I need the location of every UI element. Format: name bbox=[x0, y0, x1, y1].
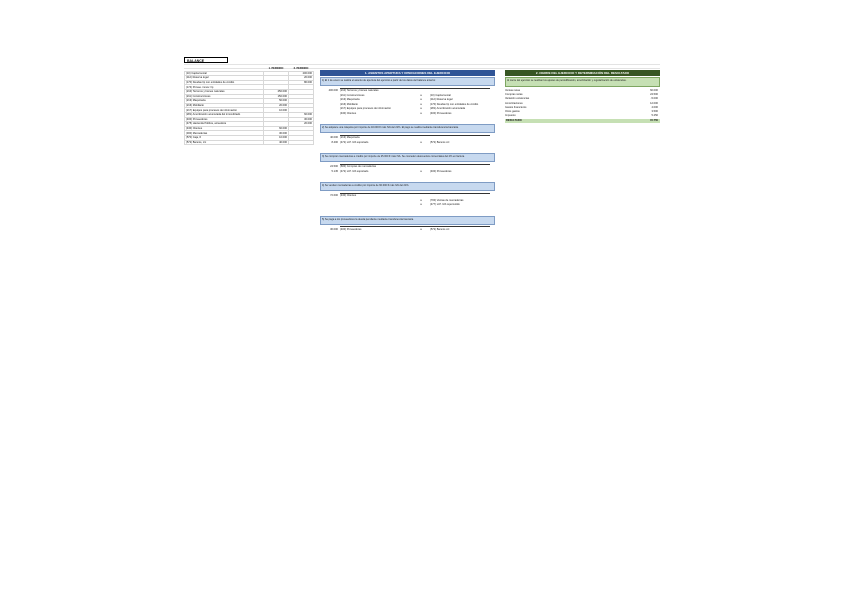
balance-col-header: 1. PERIODO bbox=[268, 67, 284, 71]
entry-note: (112) Reserva legal bbox=[430, 98, 453, 101]
balance-cell-name[interactable]: (400) Proveedores bbox=[185, 117, 264, 122]
entry-debe: 72.600 bbox=[330, 194, 338, 197]
balance-cell-v2[interactable]: 20.000 bbox=[289, 76, 314, 81]
entry-separator-line bbox=[340, 88, 490, 89]
balance-table bbox=[184, 67, 314, 145]
entry-haber: a bbox=[420, 111, 422, 115]
summary-label: Variación existencias bbox=[505, 97, 530, 101]
summary-value: 24.500 bbox=[650, 93, 658, 97]
result-row bbox=[505, 119, 660, 123]
closing-intro: Al cierre del ejercicio se realizan los ajustes de periodificación, amortización y regularización de existencias. bbox=[505, 77, 660, 87]
entry-haber: a bbox=[420, 198, 422, 202]
balance-cell-v2[interactable]: 80.000 bbox=[289, 80, 314, 85]
balance-cell-v1[interactable]: 40.000 bbox=[264, 140, 289, 145]
entry-note: (700) Ventas de mercaderías bbox=[430, 198, 464, 202]
balance-cell-name[interactable]: (216) Mobiliario bbox=[185, 103, 264, 108]
summary-label: Compras netas bbox=[505, 93, 523, 97]
sheet-tab-label[interactable]: BALANCE bbox=[184, 57, 228, 63]
entry-statement: 4) Se venden mercaderías a crédito por importe de 60.000 € más IVA del 21%. bbox=[320, 182, 495, 191]
journal-entries-column bbox=[320, 77, 495, 557]
entry-haber: a bbox=[420, 107, 422, 110]
entry-debe: 8.400 bbox=[331, 140, 338, 144]
balance-cell-v2[interactable]: 20.000 bbox=[289, 122, 314, 127]
entry-note: (400) Proveedores bbox=[430, 169, 452, 173]
entry-account: (213) Maquinaria bbox=[340, 98, 360, 101]
entry-note: (281) Amortización acumulada bbox=[430, 107, 466, 110]
balance-cell-name[interactable]: (211) Construcciones bbox=[185, 94, 264, 99]
entry-haber: a bbox=[420, 93, 422, 97]
entry-debe: 30.000 bbox=[330, 227, 338, 231]
entry-note: (572) Bancos c/c bbox=[430, 227, 450, 231]
entry-debe: 40.000 bbox=[330, 136, 338, 139]
balance-cell-v1[interactable]: 10.000 bbox=[264, 108, 289, 113]
entry-haber: a bbox=[420, 203, 422, 206]
balance-cell-name[interactable]: (112) Reserva legal bbox=[185, 76, 264, 81]
entry-debe: 5.145 bbox=[331, 169, 338, 173]
entry-account: (216) Mobiliario bbox=[340, 102, 358, 106]
entry-debe: 24.500 bbox=[330, 165, 338, 168]
entry-debe: 400.000 bbox=[328, 89, 338, 92]
entry-account: (472) H.P. IVA soportado bbox=[340, 140, 369, 144]
entry-separator-line bbox=[340, 226, 490, 227]
entry-account: (210) Terrenos y bienes naturales bbox=[340, 89, 379, 92]
entry-statement: 3) Se compran mercaderías a crédito por importe de 25.000 € más IVA. Se conceden descuentos comerciales del 2% en factura. bbox=[320, 153, 495, 162]
summary-label: Ventas netas bbox=[505, 89, 520, 92]
entry-account: (430) Clientes bbox=[340, 111, 357, 115]
balance-cell-v2[interactable]: 60.000 bbox=[289, 112, 314, 117]
balance-cell-name[interactable]: (217) Equipos para procesos de información bbox=[185, 108, 264, 113]
entry-haber: a bbox=[420, 169, 422, 173]
entry-note: (10) Capital social bbox=[430, 93, 451, 97]
balance-cell-name[interactable]: (475) Hacienda Pública, acreedora bbox=[185, 122, 264, 127]
balance-cell-v1[interactable]: 30.000 bbox=[264, 131, 289, 136]
entry-haber: a bbox=[420, 98, 422, 101]
balance-cell-name[interactable]: (174) Provee. inmov. l/p bbox=[185, 85, 264, 90]
summary-value: 4.000 bbox=[651, 105, 658, 109]
balance-cell-v1[interactable]: 60.000 bbox=[264, 126, 289, 131]
entry-account: (430) Clientes bbox=[340, 194, 357, 197]
balance-cell-v2[interactable]: 200.000 bbox=[289, 71, 314, 76]
section-middle-header: 1. ASIENTOS APERTURA Y OPERACIONES DEL EJERCICIO bbox=[320, 70, 495, 76]
balance-cell-v1[interactable]: 10.000 bbox=[264, 135, 289, 140]
entry-account: (472) H.P. IVA soportado bbox=[340, 169, 369, 173]
entry-haber: a bbox=[420, 227, 422, 231]
summary-value: -5.000 bbox=[650, 97, 658, 101]
entry-separator-line bbox=[340, 164, 490, 165]
entry-account: (217) Equipos para procesos de información bbox=[340, 107, 392, 110]
entry-haber: a bbox=[420, 102, 422, 106]
entry-separator-line bbox=[340, 193, 490, 194]
entry-separator-line bbox=[340, 135, 490, 136]
balance-cell-name[interactable]: (10) Capital social bbox=[185, 71, 264, 76]
balance-cell-name[interactable]: (572) Bancos, c/c bbox=[185, 140, 264, 145]
result-label: RESULTADO bbox=[506, 119, 522, 123]
balance-col-header: 2. PERIODO bbox=[293, 67, 309, 71]
entry-statement: 2) Se adquiere una máquina por importe de 40.000 € más IVA del 21%. El pago se realiza mediante transferencia bancaria. bbox=[320, 124, 495, 133]
summary-value: 12.000 bbox=[650, 101, 658, 105]
balance-cell-v1[interactable]: 150.000 bbox=[264, 94, 289, 99]
closing-column bbox=[505, 77, 660, 317]
entry-account: (600) Compras de mercaderías bbox=[340, 165, 377, 168]
balance-cell-name[interactable]: (281) Amortización acumulada del inmovilizado bbox=[185, 112, 264, 117]
summary-value: 3.500 bbox=[651, 110, 658, 113]
entry-note: (400) Proveedores bbox=[430, 111, 452, 115]
balance-cell-name[interactable]: (430) Clientes bbox=[185, 126, 264, 131]
entry-account: (213) Maquinaria bbox=[340, 136, 360, 139]
balance-cell-name[interactable]: (570) Caja, € bbox=[185, 135, 264, 140]
balance-cell-v2[interactable]: 30.000 bbox=[289, 117, 314, 122]
balance-cell-v1[interactable]: 20.000 bbox=[264, 103, 289, 108]
entry-note: (477) H.P. IVA repercutido bbox=[430, 203, 460, 206]
entry-note: (572) Bancos c/c bbox=[430, 140, 450, 144]
balance-cell-v2[interactable] bbox=[289, 140, 314, 145]
balance-cell-name[interactable]: (213) Maquinaria bbox=[185, 99, 264, 104]
entry-statement: 1) El 1 de enero se realiza el asiento de apertura del ejercicio a partir de los datos del balance anterior. bbox=[320, 77, 495, 86]
entry-account: (400) Proveedores bbox=[340, 227, 362, 231]
summary-label: Gastos financieros bbox=[505, 105, 527, 109]
summary-label: Otros gastos bbox=[505, 110, 520, 113]
entry-haber: a bbox=[420, 140, 422, 144]
entry-note: (170) Deudas l/p con entidades de crédito bbox=[430, 102, 479, 106]
result-value: 15.750 bbox=[650, 119, 658, 123]
balance-cell-name[interactable]: (210) Terrenos y bienes naturales bbox=[185, 89, 264, 94]
entry-account: (211) Construcciones bbox=[340, 93, 365, 97]
summary-label: Impuesto bbox=[505, 114, 516, 118]
balance-cell-v1[interactable]: 250.000 bbox=[264, 89, 289, 94]
summary-value: 60.000 bbox=[650, 89, 658, 92]
summary-label: Amortizaciones bbox=[505, 101, 523, 105]
entry-statement: 5) Se paga a los proveedores la deuda pendiente mediante transferencia bancaria. bbox=[320, 216, 495, 225]
summary-value: 5.250 bbox=[651, 114, 658, 118]
section-right-header: 2. CIERRE DEL EJERCICIO Y DETERMINACIÓN DEL RESULTADO bbox=[505, 70, 660, 76]
balance-cell-v1[interactable]: 50.000 bbox=[264, 99, 289, 104]
balance-cell-name[interactable]: (300) Mercaderías bbox=[185, 131, 264, 136]
balance-row bbox=[185, 140, 314, 145]
balance-cell-name[interactable]: (170) Deudas l/p con entidades de crédito bbox=[185, 80, 264, 85]
